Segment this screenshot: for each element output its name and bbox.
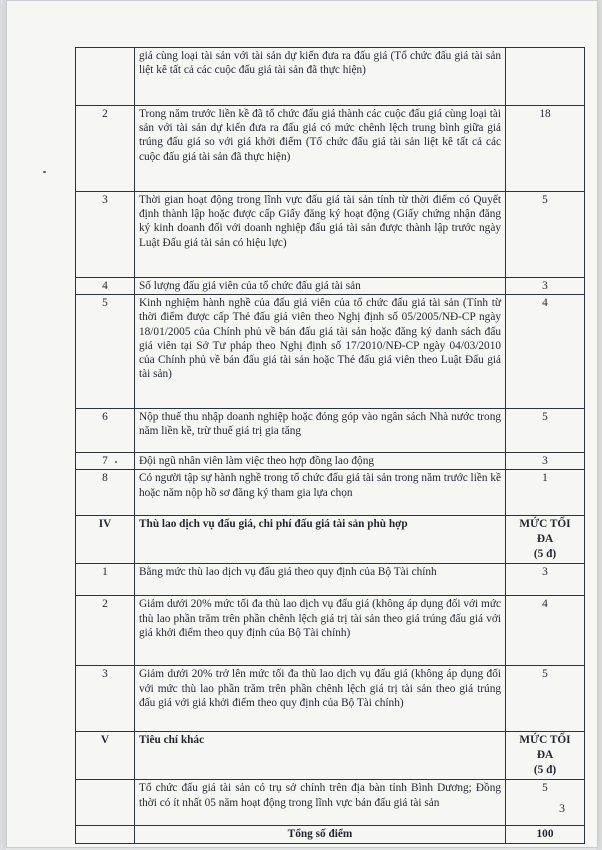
section-number: V xyxy=(76,732,135,780)
criterion-text: Số lượng đấu giá viên của tổ chức đấu giá tài sản xyxy=(135,278,506,295)
section-number: IV xyxy=(76,516,135,564)
table-row xyxy=(76,278,585,295)
max-value: (5 đ) xyxy=(533,764,557,777)
criterion-text: Có người tập sự hành nghề trong tổ chức đấu giá tài sản trong năm trước liền kề hoặc năm nộp hồ sơ đăng ký tham gia lựa chọn xyxy=(135,470,506,516)
criterion-text: Nộp thuế thu nhập doanh nghiệp hoặc đóng góp vào ngân sách Nhà nước trong năm liền kề, trừ thuế giá trị gia tăng xyxy=(135,409,506,453)
row-number: 5 xyxy=(76,295,135,409)
table-row xyxy=(76,192,585,278)
criterion-text: Thời gian hoạt động trong lĩnh vực đấu giá tài sản tính từ thời điểm có Quyết định thành lập hoặc được cấp Giấy đăng ký hoạt động (Giấy chứng nhận đăng ký kinh doanh đối với doanh nghiệp đấu giá tài sản được thành lập trước ngày Luật Đấu giá tài sản có hiệu lực) xyxy=(135,192,506,278)
criterion-points xyxy=(506,48,585,106)
criterion-text: Trong năm trước liền kề đã tổ chức đấu giá thành các cuộc đấu giá cùng loại tài sản với tài sản dự kiến đưa ra đấu giá có mức chênh lệch trung bình giữa giá trúng đấu giá so với giá khởi điểm (Tổ chức đấu giá tài sản liệt kê tất cả các cuộc đấu giá tài sản đã thực hiện) xyxy=(135,106,506,192)
row-number xyxy=(76,48,135,106)
row-number: 8 xyxy=(76,470,135,516)
criterion-text: Kinh nghiệm hành nghề của đấu giá viên của tổ chức đấu giá tài sản (Tính từ thời điểm được cấp Thẻ đấu giá viên theo Nghị định số 05/2005/NĐ-CP ngày 18/01/2005 của Chính phủ về bán đấu giá tài sản hoặc đăng ký danh sách đấu giá viên tại Sở Tư pháp theo Nghị định số 17/2010/NĐ-CP ngày 04/03/2010 của Chính phủ về bán đấu giá tài sản hoặc Thẻ đấu giá viên theo Luật Đấu giá tài sản) xyxy=(135,295,506,409)
row-number: 6 xyxy=(76,409,135,453)
criteria-table-body xyxy=(76,48,585,844)
table-row xyxy=(76,780,585,826)
scan-speck xyxy=(43,171,46,173)
table-row xyxy=(76,453,585,470)
criterion-points: 5 xyxy=(506,409,585,453)
row-number: 2 xyxy=(76,106,135,192)
section-row xyxy=(76,732,585,780)
table-row xyxy=(76,564,585,596)
criterion-points: 3 xyxy=(506,278,585,295)
total-points: 100 xyxy=(506,826,585,843)
table-row xyxy=(76,48,585,106)
section-title: Thù lao dịch vụ đấu giá, chi phí đấu giá tài sản phù hợp xyxy=(135,516,506,564)
criterion-text: Đội ngũ nhân viên làm việc theo hợp đồng lao động xyxy=(135,453,506,470)
criterion-text: Giảm dưới 20% mức tối đa thù lao dịch vụ đấu giá (không áp dụng đối với mức thù lao phần trăm trên phần chênh lệch giá trị tài sản theo giá trúng đấu giá với giá khởi điểm theo quy định của Bộ Tài chính) xyxy=(135,596,506,666)
section-max-points xyxy=(506,516,585,564)
criterion-text: Bằng mức thù lao dịch vụ đấu giá theo quy định của Bộ Tài chính xyxy=(135,564,506,596)
table-row xyxy=(76,666,585,732)
row-number xyxy=(76,780,135,826)
row-number: 3 xyxy=(76,666,135,732)
table-row xyxy=(76,409,585,453)
criterion-points: 3 xyxy=(506,564,585,596)
document-page xyxy=(6,0,598,848)
table-row xyxy=(76,295,585,409)
table-row xyxy=(76,596,585,666)
table-row xyxy=(76,106,585,192)
row-number: 1 xyxy=(76,564,135,596)
max-value: (5 đ) xyxy=(533,548,557,561)
criterion-points: 4 xyxy=(506,295,585,409)
total-label: Tổng số điểm xyxy=(135,826,506,843)
row-number: 2 xyxy=(76,596,135,666)
page-number: 3 xyxy=(559,801,565,815)
criterion-points: 4 xyxy=(506,596,585,666)
criterion-text: giá cùng loại tài sản với tài sản dự kiến đưa ra đấu giá (Tổ chức đấu giá tài sản liệt kê tất cả các cuộc đấu giá tài sản đã thực hiện) xyxy=(135,48,506,106)
criterion-points: 5 xyxy=(506,192,585,278)
criterion-points: 5 xyxy=(506,666,585,732)
row-number: 4 xyxy=(76,278,135,295)
total-row-number xyxy=(76,826,135,843)
criterion-points: 1 xyxy=(506,470,585,516)
row-number: 3 xyxy=(76,192,135,278)
section-max-points xyxy=(506,732,585,780)
criterion-text: Tổ chức đấu giá tài sản có trụ sở chính trên địa bàn tỉnh Bình Dương; Đồng thời có ít nhất 05 năm hoạt động trong lĩnh vực bán đấu giá tài sản xyxy=(135,780,506,826)
criterion-points: 18 xyxy=(506,106,585,192)
total-row xyxy=(76,826,585,843)
criterion-text: Giảm dưới 20% trở lên mức tối đa thù lao dịch vụ đấu giá (không áp dụng đối với mức thù lao phần trăm trên phần chênh lệch giá trị tài sản theo giá trúng đấu giá với giá khởi điểm theo quy định của Bộ Tài chính) xyxy=(135,666,506,732)
table-row xyxy=(76,470,585,516)
row-number: 7 xyxy=(76,453,135,470)
section-title: Tiêu chí khác xyxy=(135,732,506,780)
max-label: MỨC TỐI ĐA xyxy=(519,518,571,546)
criterion-points: 5 xyxy=(506,780,585,826)
criterion-points: 3 xyxy=(506,453,585,470)
max-label: MỨC TỐI ĐA xyxy=(519,734,571,762)
section-row xyxy=(76,516,585,564)
criteria-table xyxy=(75,47,585,844)
